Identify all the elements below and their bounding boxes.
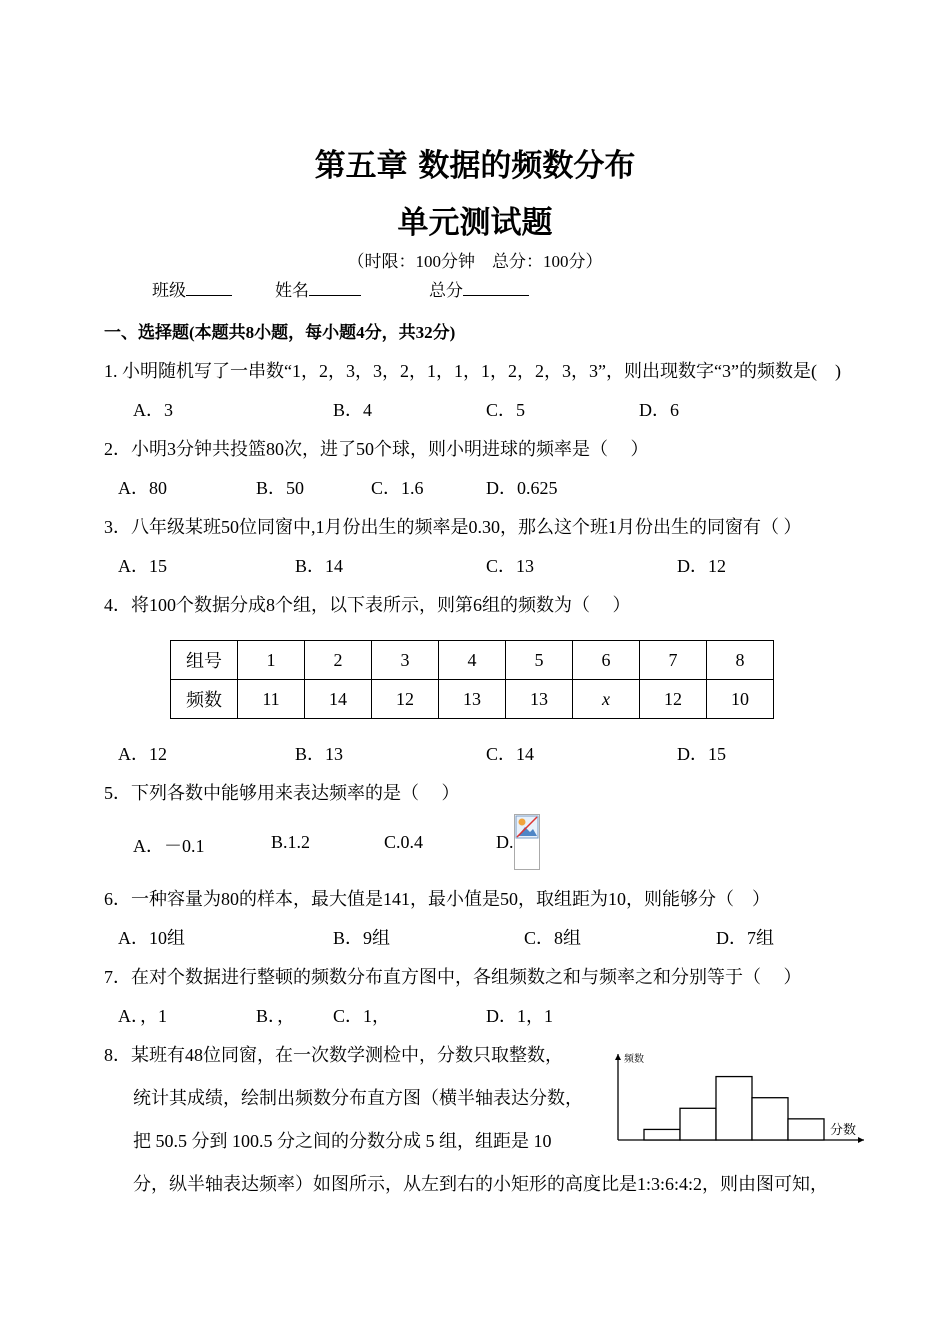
table-cell: 3 xyxy=(372,641,439,680)
question-5: 5．下列各数中能够用来表达频率的是（ ） xyxy=(104,783,460,803)
table-cell: 5 xyxy=(506,641,573,680)
q5-option-b: B.1.2 xyxy=(271,832,311,852)
q3-option-b: B．14 xyxy=(295,556,344,576)
y-axis-arrow-icon xyxy=(615,1054,621,1060)
name-field xyxy=(275,276,361,301)
class-label: 班级 xyxy=(152,281,186,300)
question-7: 7．在对个数据进行整顿的频数分布直方图中，各组频数之和与频率之和分别等于（ ） xyxy=(104,967,802,987)
page-title: 第五章 数据的频数分布 xyxy=(314,148,636,184)
x-axis-arrow-icon xyxy=(858,1137,864,1143)
q3-option-c: C．13 xyxy=(486,556,535,576)
question-1: 1. 小明随机写了一串数“1，2，3，3，2，1，1，1，2，2，3，3”，则出现数字“3”的频数是( ) xyxy=(104,361,841,381)
table-cell: 2 xyxy=(305,641,372,680)
q4-option-a: A．12 xyxy=(118,744,167,764)
frequency-table xyxy=(170,640,774,719)
table-cell: 13 xyxy=(506,680,573,719)
table-cell: 7 xyxy=(640,641,707,680)
table-cell: 11 xyxy=(238,680,305,719)
q7-option-b: B．， xyxy=(256,1006,296,1026)
q2-option-d: D．0.625 xyxy=(486,478,558,498)
question-8-line-1: 8．某班有48位同窗，在一次数学测检中，分数只取整数， xyxy=(104,1045,563,1065)
table-cell: 13 xyxy=(439,680,506,719)
histogram-bar xyxy=(788,1119,824,1140)
table-cell: 12 xyxy=(372,680,439,719)
q3-option-d: D．12 xyxy=(677,556,726,576)
q3-option-a: A．15 xyxy=(118,556,167,576)
q7-option-a: A．，1 xyxy=(118,1006,167,1026)
table-cell: 组号 xyxy=(171,641,238,680)
q2-option-c: C．1.6 xyxy=(371,478,424,498)
class-blank[interactable] xyxy=(186,279,232,296)
table-cell: 14 xyxy=(305,680,372,719)
score-field xyxy=(429,276,529,301)
question-2: 2．小明3分钟共投篮80次，进了50个球，则小明进球的频率是（ ） xyxy=(104,439,649,459)
q5-option-a: A．－0.1 xyxy=(133,836,205,856)
table-cell: 12 xyxy=(640,680,707,719)
histogram-bar xyxy=(644,1129,680,1140)
y-axis-label: 频数 xyxy=(624,1054,644,1065)
table-cell: 频数 xyxy=(171,680,238,719)
q1-option-b: B．4 xyxy=(333,400,373,420)
table-row xyxy=(171,680,774,719)
question-8-line-4: 分，纵半轴表达频率）如图所示，从左到右的小矩形的高度比是1:3:6:4:2，则由图可知， xyxy=(133,1174,829,1194)
table-cell: 8 xyxy=(707,641,774,680)
table-cell: 1 xyxy=(238,641,305,680)
name-label: 姓名 xyxy=(275,281,309,300)
table-cell: 6 xyxy=(573,641,640,680)
q7-option-d: D．1，1 xyxy=(486,1006,553,1026)
q4-option-b: B．13 xyxy=(295,744,344,764)
histogram-bar xyxy=(680,1108,716,1140)
table-cell: 10 xyxy=(707,680,774,719)
histogram-bar xyxy=(716,1077,752,1140)
question-8-line-2: 统计其成绩，绘制出频数分布直方图（横半轴表达分数， xyxy=(133,1088,583,1108)
q2-option-b: B．50 xyxy=(256,478,305,498)
q1-option-d: D．6 xyxy=(639,400,679,420)
q6-option-d: D．7组 xyxy=(716,928,774,948)
question-6: 6．一种容量为80的样本，最大值是141，最小值是50，取组距为10，则能够分（ ） xyxy=(104,889,770,909)
q2-option-a: A．80 xyxy=(118,478,167,498)
question-8-line-3: 把 50.5 分到 100.5 分之间的分数分成 5 组，组距是 10 xyxy=(133,1131,552,1151)
question-4: 4．将100个数据分成8个组，以下表所示，则第6组的频数为（ ） xyxy=(104,595,631,615)
q5-option-c: C.0.4 xyxy=(384,832,424,852)
histogram-bar xyxy=(752,1098,788,1140)
q6-option-a: A．10组 xyxy=(118,928,185,948)
q4-option-c: C．14 xyxy=(486,744,535,764)
q1-option-c: C．5 xyxy=(486,400,526,420)
table-cell: x xyxy=(573,680,640,719)
q5-option-d: D. xyxy=(496,832,514,852)
broken-image-icon xyxy=(514,814,540,870)
table-cell: 4 xyxy=(439,641,506,680)
question-3: 3．八年级某班50位同窗中,1月份出生的频率是0.30，那么这个班1月份出生的同窗有（ ） xyxy=(104,517,802,537)
q7-option-c: C．1， xyxy=(333,1006,391,1026)
q6-option-b: B．9组 xyxy=(333,928,391,948)
class-field xyxy=(152,276,232,301)
q6-option-c: C．8组 xyxy=(524,928,582,948)
page-subtitle: 单元测试题 xyxy=(397,205,553,241)
score-blank[interactable] xyxy=(463,279,529,296)
frequency-histogram xyxy=(606,1046,872,1146)
section-heading: 一、选择题(本题共8小题，每小题4分，共32分) xyxy=(104,323,456,342)
x-axis-label: 分数 xyxy=(830,1123,857,1138)
score-label: 总分 xyxy=(429,281,463,300)
q4-option-d: D．15 xyxy=(677,744,726,764)
time-limit: （时限：100分钟 总分：100分） xyxy=(347,252,603,271)
name-blank[interactable] xyxy=(309,279,361,296)
table-row xyxy=(171,641,774,680)
q1-option-a: A．3 xyxy=(133,400,173,420)
